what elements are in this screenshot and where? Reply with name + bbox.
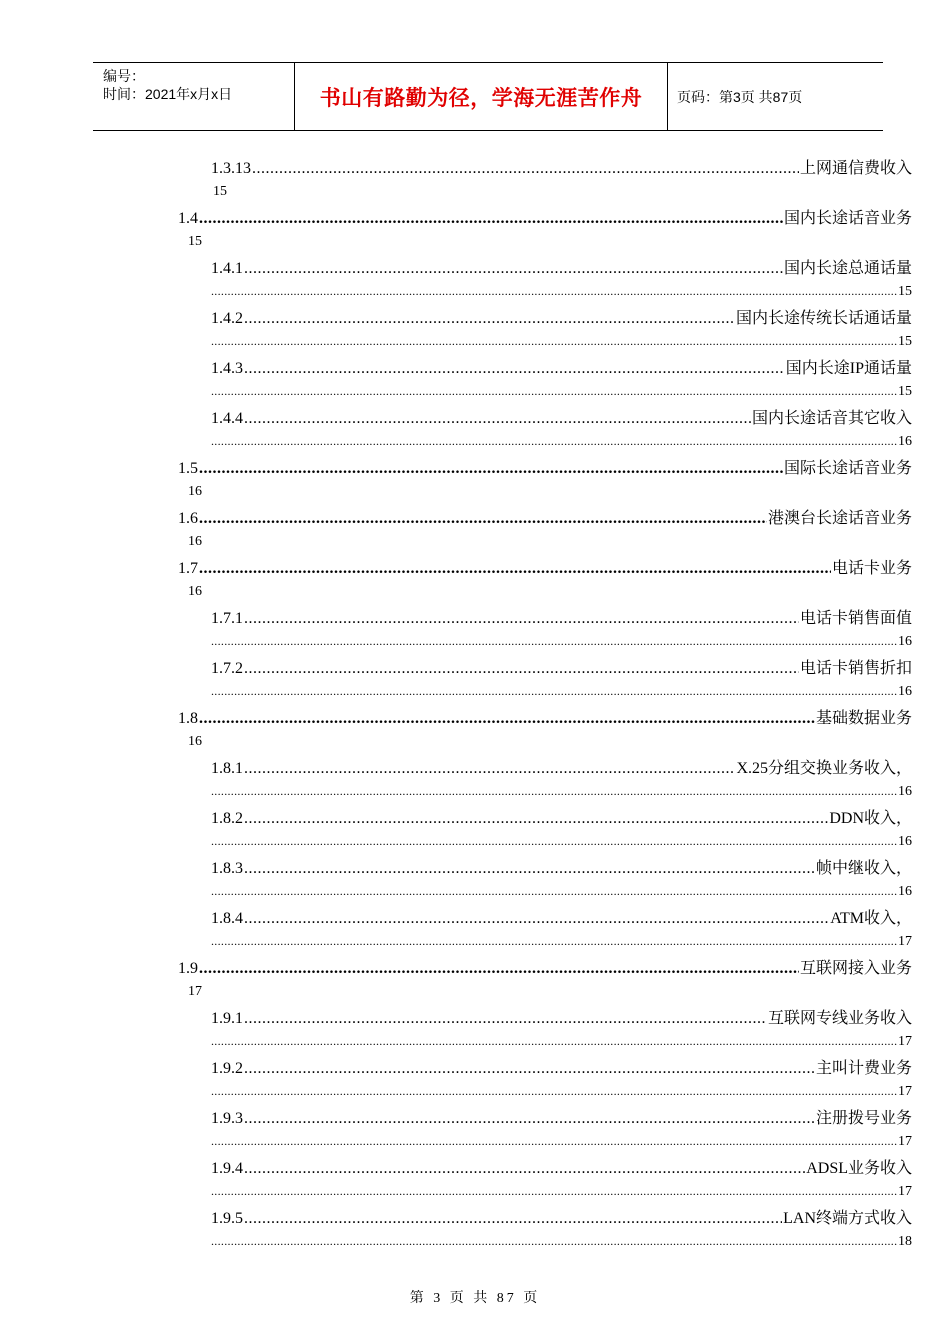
toc-leader-dots [211, 1233, 897, 1250]
toc-entry-number: 1.9.2 [211, 1060, 243, 1077]
toc-entry-number: 1.9.4 [211, 1160, 243, 1177]
toc-entry-number: 1.9.3 [211, 1110, 243, 1127]
toc-entry[interactable] [211, 158, 912, 180]
toc-page-number: 15 [898, 384, 912, 399]
toc-leader-dots [211, 633, 897, 650]
toc-entry[interactable] [178, 958, 912, 980]
toc-entry[interactable] [178, 558, 912, 580]
toc-leader-dots [211, 283, 897, 300]
toc-entry-number: 1.4.2 [211, 310, 243, 327]
toc-entry-title: 国内长途话音其它收入 [751, 410, 912, 427]
toc-entry-title: 国内长途传统长话通话量 [735, 310, 912, 327]
toc-entry-title: 互联网接入业务 [799, 960, 912, 977]
toc-entry-title: 国内长途话音业务 [783, 210, 912, 227]
toc-entry-number: 1.9.1 [211, 1010, 243, 1027]
toc-entry-number: 1.8.4 [211, 910, 243, 927]
toc-page-line [211, 1234, 912, 1250]
toc-entry-title: 国内长途IP通话量 [785, 360, 912, 377]
toc-page-number: 15 [898, 284, 912, 299]
toc-entry-title: 港澳台长途话音业务 [767, 510, 912, 527]
toc-leader-dots [252, 158, 799, 180]
toc-leader-dots [211, 833, 897, 850]
toc-page-line [188, 534, 202, 550]
toc-entry-number: 1.8.2 [211, 810, 243, 827]
time-label: 时间：2021年x月x日 [103, 86, 233, 102]
code-label: 编号： [103, 68, 145, 84]
toc-entry[interactable] [178, 458, 912, 480]
toc-leader-dots [244, 1108, 815, 1130]
toc-page-line [211, 1134, 912, 1150]
toc-entry-title: ATM收入， [830, 910, 912, 927]
toc-entry-title: 国内长途总通话量 [783, 260, 912, 277]
toc-page-line [211, 934, 912, 950]
toc-page-number: 16 [898, 834, 912, 849]
toc-page-number: 17 [898, 1084, 912, 1099]
toc-entry[interactable] [211, 1158, 912, 1180]
toc-entry-title: ADSL业务收入 [806, 1160, 912, 1177]
toc-entry[interactable] [178, 208, 912, 230]
toc-entry-title: LAN终端方式收入 [783, 1210, 912, 1227]
toc-entry-title: 电话卡业务 [831, 560, 912, 577]
toc-page-number: 16 [898, 634, 912, 649]
toc-entry[interactable] [211, 758, 912, 780]
toc-leader-dots [244, 1158, 805, 1180]
toc-page-number: 15 [898, 334, 912, 349]
toc-entry-title: 互联网专线业务收入 [767, 1010, 912, 1027]
toc-entry-title: 上网通信费收入 [799, 160, 912, 177]
toc-leader-dots [244, 808, 828, 830]
toc-page-line [211, 1084, 912, 1100]
toc-page-number: 17 [188, 984, 202, 999]
toc-page-line [188, 584, 202, 600]
toc-leader-dots [244, 308, 735, 330]
toc-entry-number: 1.4.4 [211, 410, 243, 427]
toc-page-number: 16 [188, 584, 202, 599]
toc-leader-dots [244, 1008, 767, 1030]
toc-leader-dots [211, 1133, 897, 1150]
toc-leader-dots [211, 783, 897, 800]
toc-page-number: 16 [898, 884, 912, 899]
toc-leader-dots [244, 608, 799, 630]
toc-page-line [188, 234, 202, 250]
toc-entry-title: 国际长途话音业务 [783, 460, 912, 477]
toc-entry-number: 1.8 [178, 710, 198, 727]
toc-entry-title: X.25分组交换业务收入， [736, 760, 912, 777]
toc-page-line [211, 1184, 912, 1200]
toc-page-line [213, 184, 227, 200]
toc-leader-dots [199, 558, 831, 580]
toc-page-line [211, 1034, 912, 1050]
toc-leader-dots [244, 408, 751, 430]
toc-entry[interactable] [178, 708, 912, 730]
toc-entry[interactable] [211, 908, 912, 930]
toc-page-line [211, 434, 912, 450]
toc-page-number: 17 [898, 1184, 912, 1199]
toc-entry[interactable] [211, 358, 912, 380]
toc-entry-title: 电话卡销售面值 [799, 610, 912, 627]
toc-leader-dots [199, 508, 767, 530]
toc-leader-dots [244, 258, 783, 280]
toc-entry[interactable] [211, 1208, 912, 1230]
toc-entry[interactable] [211, 808, 912, 830]
toc-entry[interactable] [211, 408, 912, 430]
toc-entry-number: 1.5 [178, 460, 198, 477]
toc-leader-dots [211, 1083, 897, 1100]
toc-entry[interactable] [211, 1058, 912, 1080]
toc-page-number: 15 [188, 234, 202, 249]
toc-page-number: 17 [898, 934, 912, 949]
toc-leader-dots [211, 933, 897, 950]
toc-leader-dots [199, 958, 799, 980]
header-page-info: 页码：第3页 共87页 [677, 88, 803, 105]
toc-entry-title: 主叫计费业务 [815, 1060, 912, 1077]
toc-entry[interactable] [211, 308, 912, 330]
toc-leader-dots [199, 208, 783, 230]
header-motto: 书山有路勤为径，学海无涯苦作舟 [319, 85, 643, 110]
toc-entry[interactable] [211, 258, 912, 280]
toc-entry-number: 1.7.2 [211, 660, 243, 677]
toc-entry-number: 1.4.1 [211, 260, 243, 277]
toc-page-line [211, 834, 912, 850]
toc-page-number: 17 [898, 1034, 912, 1049]
toc-entry-number: 1.4.3 [211, 360, 243, 377]
toc-leader-dots [244, 908, 829, 930]
toc-leader-dots [244, 658, 799, 680]
toc-leader-dots [211, 1033, 897, 1050]
toc-page-number: 16 [188, 734, 202, 749]
toc-entry[interactable] [211, 608, 912, 630]
toc-entry-number: 1.7 [178, 560, 198, 577]
toc-entry-number: 1.9 [178, 960, 198, 977]
toc-leader-dots [211, 333, 897, 350]
toc-page-number: 17 [898, 1134, 912, 1149]
toc-entry-number: 1.4 [178, 210, 198, 227]
toc-leader-dots [211, 683, 897, 700]
toc-leader-dots [211, 383, 897, 400]
toc-page-line [188, 484, 202, 500]
toc-leader-dots [244, 758, 735, 780]
toc-entry-title: 帧中继收入， [815, 860, 912, 877]
toc-entry-number: 1.8.1 [211, 760, 243, 777]
toc-page-number: 16 [898, 784, 912, 799]
toc-page-line [211, 684, 912, 700]
toc-leader-dots [244, 1058, 815, 1080]
toc-page-line [211, 784, 912, 800]
toc-leader-dots [244, 858, 815, 880]
toc-page-line [188, 984, 202, 1000]
toc-entry[interactable] [211, 1008, 912, 1030]
toc-page-number: 16 [898, 434, 912, 449]
toc-entry-title: 注册拨号业务 [815, 1110, 912, 1127]
toc-leader-dots [199, 708, 815, 730]
toc-page-line [211, 384, 912, 400]
toc-leader-dots [244, 1208, 782, 1230]
toc-leader-dots [244, 358, 785, 380]
toc-page-number: 16 [188, 484, 202, 499]
toc-entry-title: 电话卡销售折扣 [799, 660, 912, 677]
toc-leader-dots [211, 433, 897, 450]
toc-page-line [211, 884, 912, 900]
toc-entry-number: 1.6 [178, 510, 198, 527]
toc-page-number: 16 [188, 534, 202, 549]
toc-entry-number: 1.9.5 [211, 1210, 243, 1227]
toc-page-number: 15 [213, 184, 227, 199]
toc-entry-number: 1.7.1 [211, 610, 243, 627]
toc-entry[interactable] [211, 1108, 912, 1130]
toc-page-line [188, 734, 202, 750]
toc-page-number: 18 [898, 1234, 912, 1249]
toc-entry[interactable] [211, 658, 912, 680]
toc-entry-number: 1.3.13 [211, 160, 251, 177]
toc-entry-number: 1.8.3 [211, 860, 243, 877]
toc-page-line [211, 284, 912, 300]
toc-entry[interactable] [211, 858, 912, 880]
toc-leader-dots [211, 883, 897, 900]
toc-page-line [211, 634, 912, 650]
toc-page-line [211, 334, 912, 350]
toc-page-number: 16 [898, 684, 912, 699]
page-footer: 第 3 页 共 87 页 [409, 1291, 541, 1306]
toc-entry-title: DDN收入， [829, 810, 912, 827]
toc-leader-dots [211, 1183, 897, 1200]
toc-entry[interactable] [178, 508, 912, 530]
toc-leader-dots [199, 458, 783, 480]
toc-entry-title: 基础数据业务 [815, 710, 912, 727]
